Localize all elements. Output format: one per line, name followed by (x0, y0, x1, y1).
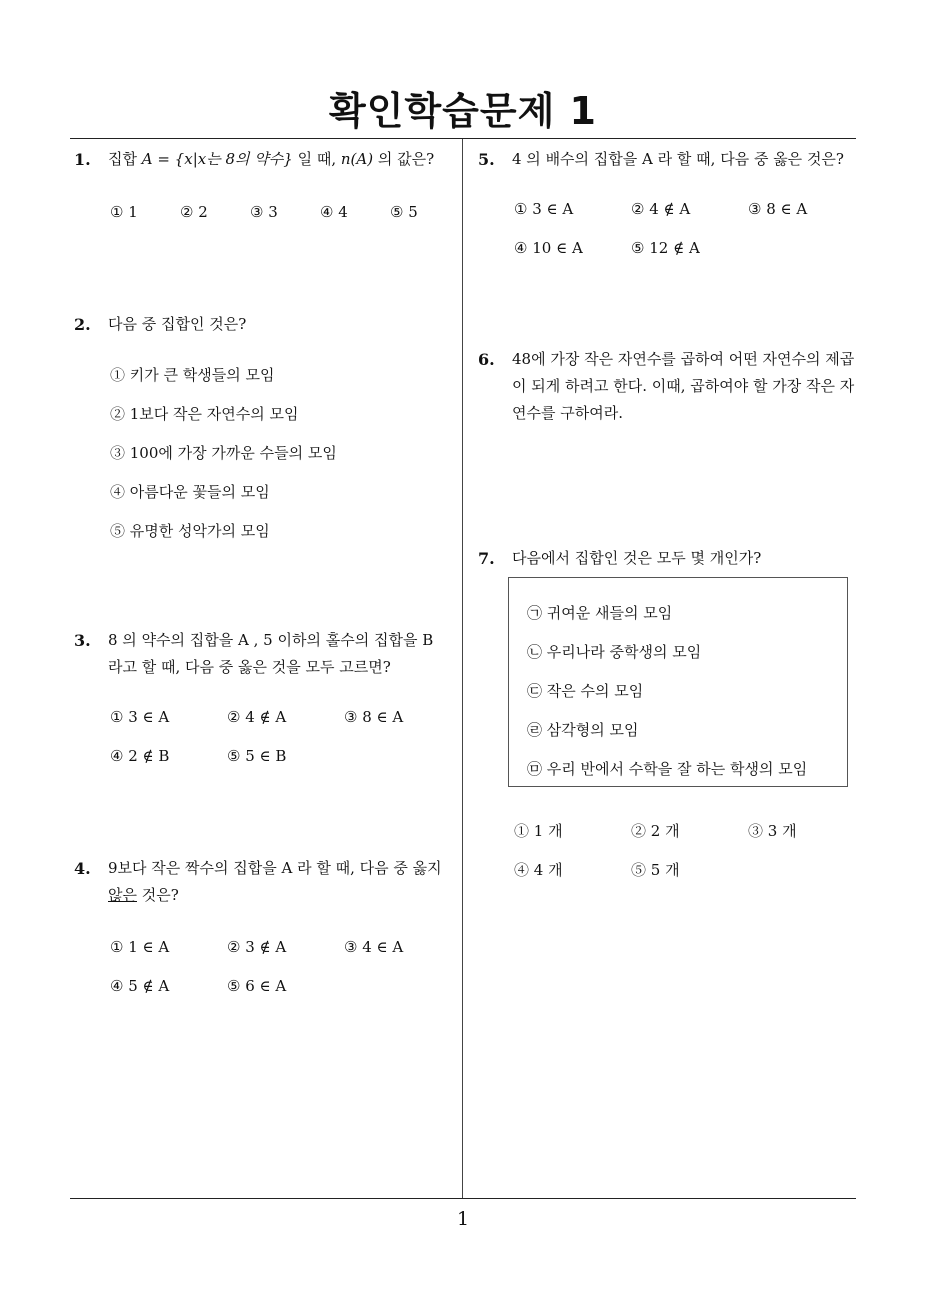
question-number: 2. (74, 315, 91, 334)
option[interactable]: ⑤ 5 개 (631, 861, 680, 879)
option[interactable]: ③ 8 ∈ A (344, 708, 404, 726)
option[interactable]: ④ 4 개 (514, 861, 563, 879)
question-6 (478, 346, 863, 427)
option[interactable]: ② 4 ∉ A (631, 200, 691, 218)
question-5 (478, 146, 863, 173)
option[interactable]: ④ 5 ∉ A (110, 977, 170, 995)
question-number: 7. (478, 549, 495, 568)
question-text-line: 이 되게 하려고 한다. 이때, 곱하여야 할 가장 작은 자 (512, 377, 855, 395)
question-2 (74, 311, 454, 338)
question-number: 5. (478, 150, 495, 169)
question-7 (478, 545, 863, 572)
question-text-line (108, 882, 458, 909)
emphasis-underlined: 않은 (108, 886, 137, 904)
question-number: 6. (478, 350, 495, 369)
page-title: 확인학습문제 1 (329, 89, 597, 133)
question-text-line: 9보다 작은 짝수의 집합을 A 라 할 때, 다음 중 옳지 (108, 859, 442, 877)
box-item: ㉡ 우리나라 중학생의 모임 (527, 643, 702, 661)
question-number: 3. (74, 631, 91, 650)
box-item: ㉣ 삼각형의 모임 (527, 721, 639, 739)
box-item: ㉠ 귀여운 새들의 모임 (527, 604, 673, 622)
option[interactable]: ⑤ 5 (390, 203, 418, 221)
top-rule (70, 138, 856, 139)
box-item: ㉢ 작은 수의 모임 (527, 682, 644, 700)
text-part: 의 값은? (373, 150, 435, 168)
option[interactable]: ⑤ 12 ∉ A (631, 239, 700, 257)
statement-box (508, 577, 848, 787)
box-item: ㉤ 우리 반에서 수학을 잘 하는 학생의 모임 (527, 760, 808, 778)
option[interactable]: ② 3 ∉ A (227, 938, 287, 956)
option[interactable]: ③ 3 개 (748, 822, 797, 840)
option[interactable]: ⑤ 6 ∈ A (227, 977, 287, 995)
option[interactable]: ③ 3 (250, 203, 278, 221)
bottom-rule (70, 1198, 856, 1199)
question-text (108, 146, 454, 173)
text-part: 일 때, (292, 150, 341, 168)
question-text-line: 연수를 구하여라. (512, 404, 623, 422)
question-3 (74, 627, 458, 681)
option[interactable]: ① 3 ∈ A (514, 200, 574, 218)
text-part: 집합 (108, 150, 142, 168)
option[interactable]: ③ 100에 가장 가까운 수들의 모임 (110, 444, 337, 462)
question-text: 다음에서 집합인 것은 모두 몇 개인가? (512, 549, 762, 567)
question-text-line: 48에 가장 작은 자연수를 곱하여 어떤 자연수의 제곱 (512, 350, 855, 368)
option[interactable]: ② 1보다 작은 자연수의 모임 (110, 405, 299, 423)
option[interactable]: ④ 4 (320, 203, 348, 221)
question-1 (74, 146, 454, 173)
option[interactable]: ④ 10 ∈ A (514, 239, 583, 257)
option[interactable]: ② 2 개 (631, 822, 680, 840)
math-expression: n(A) (340, 150, 374, 168)
option[interactable]: ① 1 개 (514, 822, 563, 840)
option[interactable]: ② 4 ∉ A (227, 708, 287, 726)
column-divider (462, 139, 463, 1198)
question-text-line: 라고 할 때, 다음 중 옳은 것을 모두 고르면? (108, 658, 391, 676)
math-expression: A = {x|x는 8의 약수} (141, 150, 293, 168)
question-text: 다음 중 집합인 것은? (108, 315, 247, 333)
option[interactable]: ② 2 (180, 203, 208, 221)
option[interactable]: ① 3 ∈ A (110, 708, 170, 726)
option[interactable]: ③ 4 ∈ A (344, 938, 404, 956)
question-text: 4 의 배수의 집합을 A 라 할 때, 다음 중 옳은 것은? (512, 150, 844, 168)
option[interactable]: ① 1 ∈ A (110, 938, 170, 956)
question-text-line: 8 의 약수의 집합을 A , 5 이하의 홀수의 집합을 B (108, 631, 434, 649)
option[interactable]: ⑤ 유명한 성악가의 모임 (110, 522, 270, 540)
question-number: 4. (74, 859, 91, 878)
text-part: 것은? (136, 886, 179, 904)
option[interactable]: ⑤ 5 ∈ B (227, 747, 287, 765)
question-4 (74, 855, 458, 909)
question-number: 1. (74, 150, 91, 169)
page-number: 1 (456, 1208, 470, 1230)
option[interactable]: ④ 2 ∉ B (110, 747, 170, 765)
option[interactable]: ① 키가 큰 학생들의 모임 (110, 366, 275, 384)
option[interactable]: ③ 8 ∈ A (748, 200, 808, 218)
option[interactable]: ① 1 (110, 203, 138, 221)
option[interactable]: ④ 아름다운 꽃들의 모임 (110, 483, 270, 501)
